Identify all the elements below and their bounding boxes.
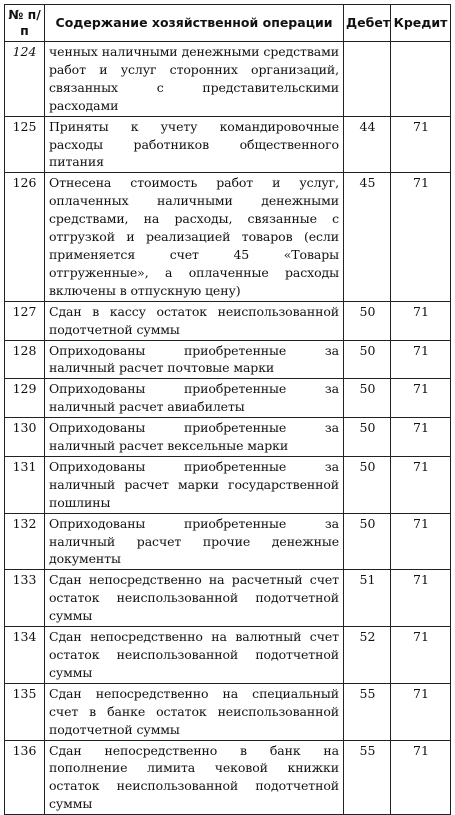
row-description: Приняты к учету командировочные расходы работников общественного питания	[45, 116, 344, 173]
table-row	[5, 683, 451, 740]
row-number: 134	[5, 627, 45, 684]
row-debit: 52	[344, 627, 391, 684]
row-number: 125	[5, 116, 45, 173]
row-description: Отнесена стоимость работ и услуг, оплаченных наличными денежными средствами, на расходы, связанные с отгрузкой и реализацией товаров (если применяется счет 45 «Товары отгруженные», а оплаченные расходы включены в отпускную цену)	[45, 173, 344, 301]
row-debit: 51	[344, 570, 391, 627]
table-row	[5, 116, 451, 173]
row-number: 135	[5, 683, 45, 740]
operations-table	[4, 4, 451, 815]
document-page	[4, 4, 450, 815]
row-debit: 50	[344, 418, 391, 457]
row-description: Оприходованы приобретенные за наличный расчет авиабилеты	[45, 379, 344, 418]
row-debit: 55	[344, 683, 391, 740]
row-debit: 55	[344, 740, 391, 815]
row-debit: 50	[344, 513, 391, 570]
row-debit: 44	[344, 116, 391, 173]
row-credit: 71	[391, 740, 451, 815]
table-row	[5, 570, 451, 627]
row-number: 126	[5, 173, 45, 301]
row-number: 127	[5, 301, 45, 340]
row-description: Сдан непосредственно на валютный счет остаток неиспользованной подотчетной суммы	[45, 627, 344, 684]
row-description: Оприходованы приобретенные за наличный расчет марки государственной пошлины	[45, 456, 344, 513]
row-description: Сдан непосредственно на специальный счет в банке остаток неиспользованной подотчетной суммы	[45, 683, 344, 740]
row-description: Сдан в кассу остаток неиспользованной подотчетной суммы	[45, 301, 344, 340]
row-number: 133	[5, 570, 45, 627]
row-credit: 71	[391, 418, 451, 457]
row-debit: 50	[344, 379, 391, 418]
header-debit: Дебет	[344, 5, 391, 42]
row-description: Сдан непосредственно в банк на пополнение лимита чековой книжки остаток неиспользованной подотчетной суммы	[45, 740, 344, 815]
row-description: Оприходованы приобретенные за наличный расчет почтовые марки	[45, 340, 344, 379]
row-credit: 71	[391, 340, 451, 379]
table-body	[5, 42, 451, 815]
row-credit: 71	[391, 116, 451, 173]
row-credit: 71	[391, 379, 451, 418]
row-credit: 71	[391, 513, 451, 570]
row-credit: 71	[391, 301, 451, 340]
row-description: Сдан непосредственно на расчетный счет остаток неиспользованной подотчетной суммы	[45, 570, 344, 627]
header-credit: Кредит	[391, 5, 451, 42]
row-number: 124	[5, 42, 45, 117]
table-row	[5, 173, 451, 301]
header-description: Содержание хозяйственной операции	[45, 5, 344, 42]
table-row	[5, 301, 451, 340]
table-row	[5, 379, 451, 418]
header-num: № п/п	[5, 5, 45, 42]
table-row	[5, 740, 451, 815]
row-debit: 50	[344, 340, 391, 379]
row-number: 131	[5, 456, 45, 513]
row-number: 128	[5, 340, 45, 379]
row-number: 132	[5, 513, 45, 570]
row-debit: 50	[344, 456, 391, 513]
row-number: 136	[5, 740, 45, 815]
row-credit: 71	[391, 627, 451, 684]
table-row	[5, 456, 451, 513]
row-credit: 71	[391, 683, 451, 740]
header-row	[5, 5, 451, 42]
row-number: 129	[5, 379, 45, 418]
row-description: Оприходованы приобретенные за наличный расчет прочие денежные документы	[45, 513, 344, 570]
table-row	[5, 627, 451, 684]
row-number: 130	[5, 418, 45, 457]
table-row	[5, 418, 451, 457]
table-row	[5, 42, 451, 117]
row-debit	[344, 42, 391, 117]
row-description: Оприходованы приобретенные за наличный расчет вексельные марки	[45, 418, 344, 457]
table-header	[5, 5, 451, 42]
row-debit: 50	[344, 301, 391, 340]
row-debit: 45	[344, 173, 391, 301]
row-credit: 71	[391, 173, 451, 301]
table-row	[5, 340, 451, 379]
row-credit: 71	[391, 570, 451, 627]
row-credit: 71	[391, 456, 451, 513]
table-row	[5, 513, 451, 570]
row-description: ченных наличными денежными средствами работ и услуг сторонних организаций, связанных с представительскими расходами	[45, 42, 344, 117]
row-credit	[391, 42, 451, 117]
